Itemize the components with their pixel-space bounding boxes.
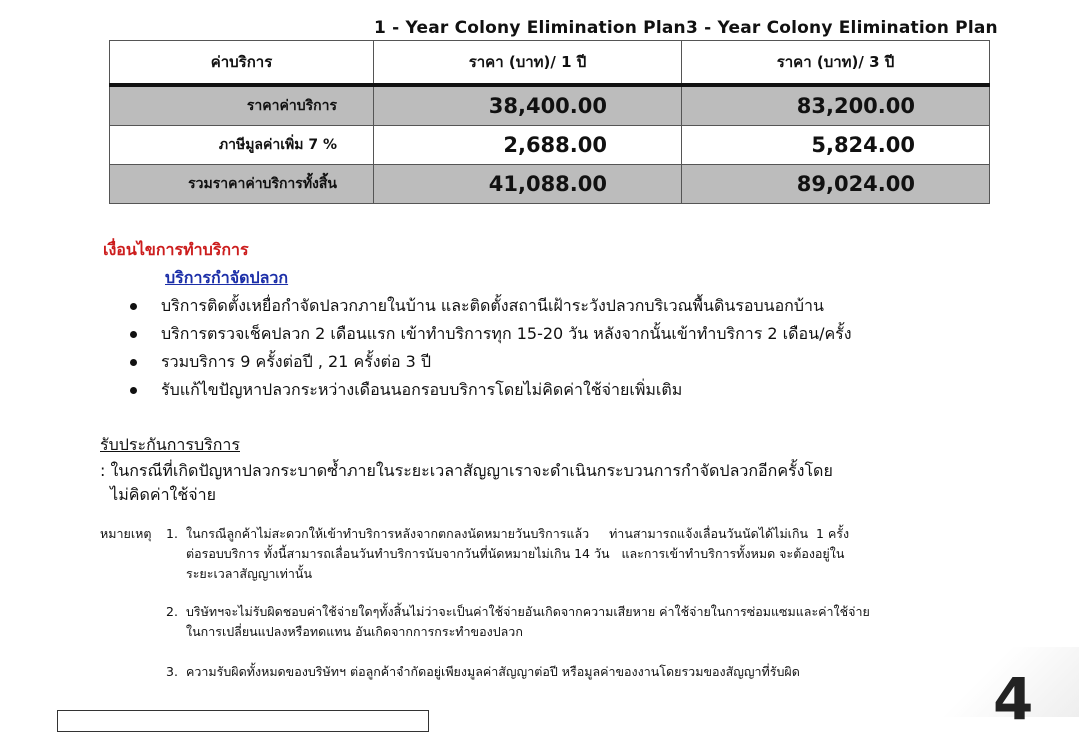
warranty-line: : ในกรณีที่เกิดปัญหาปลวกระบาดซ้ำภายในระยะเวลาสัญญาเราจะดำเนินกระบวนการกำจัดปลวกอีกครั้งโดย [100,461,833,480]
price-table [109,40,990,204]
list-item-text: รับแก้ไขปัญหาปลวกระหว่างเดือนนอกรอบบริการโดยไม่คิดค่าใช้จ่ายเพิ่มเติม [161,380,683,399]
row-label: รวมราคาค่าบริการทั้งสิ้น [110,165,374,204]
warranty-title: รับประกันการบริการ [100,435,240,454]
note-body [186,524,849,584]
row-label: ภาษีมูลค่าเพิ่ม 7 % [110,126,374,165]
conditions-title: เงื่อนไขการทำบริการ [103,240,249,259]
warranty-text [100,459,833,507]
header-price-1-year: ราคา (บาท)/ 1 ปี [374,41,682,86]
service-bullet-list [130,292,852,404]
row-label: ราคาค่าบริการ [110,85,374,126]
note-number: 1. [166,526,178,541]
bullet-icon [130,359,137,366]
bullet-icon [130,387,137,394]
termite-service-title: บริการกำจัดปลวก [165,268,289,287]
list-item-text: บริการตรวจเช็คปลวก 2 เดือนแรก เข้าทำบริการทุก 15-20 วัน หลังจากนั้นเข้าทำบริการ 2 เดือน/ครั้ง [161,324,852,343]
note-line: ความรับผิดทั้งหมดของบริษัทฯ ต่อลูกค้าจำกัดอยู่เพียงมูลค่าสัญญาต่อปี หรือมูลค่าของงานโดยรวมของสัญญาที่รับผิด [186,664,800,679]
note-number: 2. [166,604,178,619]
note-line: ในกรณีลูกค้าไม่สะดวกให้เข้าทำบริการหลังจากตกลงนัดหมายวันบริการแล้ว ท่านสามารถแจ้งเลื่อนวันนัดได้ไม่เกิน 1 ครั้ง [186,526,850,541]
total-3-year: 89,024.00 [682,165,990,204]
bullet-icon [130,331,137,338]
note-line: ในการเปลี่ยนแปลงหรือทดแทน อันเกิดจากการกระทำของปลวก [186,624,523,639]
note-line: ต่อรอบบริการ ทั้งนี้สามารถเลื่อนวันทำบริการนับจากวันที่นัดหมายไม่เกิน 14 วัน และการเข้าทำบริการทั้งหมด จะต้องอยู่ใน [186,546,845,561]
header-price-3-year: ราคา (บาท)/ 3 ปี [682,41,990,86]
bottom-box-outline [57,710,429,732]
price-3-year: 83,200.00 [682,85,990,126]
list-item-text: บริการติดตั้งเหยื่อกำจัดปลวกภายในบ้าน และติดตั้งสถานีเฝ้าระวังปลวกบริเวณพื้นดินรอบนอกบ้าน [161,296,824,315]
plan-3-year-title: 3 - Year Colony Elimination Plan [686,18,998,38]
note-number: 3. [166,664,178,679]
price-table-header [110,41,990,86]
table-row-total [110,165,990,204]
note-body [186,602,870,642]
vat-1-year: 2,688.00 [374,126,682,165]
total-1-year: 41,088.00 [374,165,682,204]
note-line: บริษัทฯจะไม่รับผิดชอบค่าใช้จ่ายใดๆทั้งสิ้นไม่ว่าจะเป็นค่าใช้จ่ายอันเกิดจากความเสียหาย ค่าใช้จ่ายในการซ่อมแซมและค่าใช้จ่าย [186,604,870,619]
list-item [130,348,852,376]
bullet-icon [130,303,137,310]
table-row-vat [110,126,990,165]
price-1-year: 38,400.00 [374,85,682,126]
plan-1-year-title: 1 - Year Colony Elimination Plan [374,18,686,38]
list-item-text: รวมบริการ 9 ครั้งต่อปี , 21 ครั้งต่อ 3 ปี [161,352,432,371]
vat-3-year: 5,824.00 [682,126,990,165]
header-service-fee: ค่าบริการ [110,41,374,86]
note-line: ระยะเวลาสัญญาเท่านั้น [186,566,313,581]
list-item [130,376,852,404]
list-item [130,292,852,320]
warranty-line: ไม่คิดค่าใช้จ่าย [100,485,216,504]
table-row-service-price [110,85,990,126]
notes-prefix: หมายเหตุ [100,526,152,541]
note-body [186,662,800,682]
page-number: 4 [993,665,1034,733]
list-item [130,320,852,348]
